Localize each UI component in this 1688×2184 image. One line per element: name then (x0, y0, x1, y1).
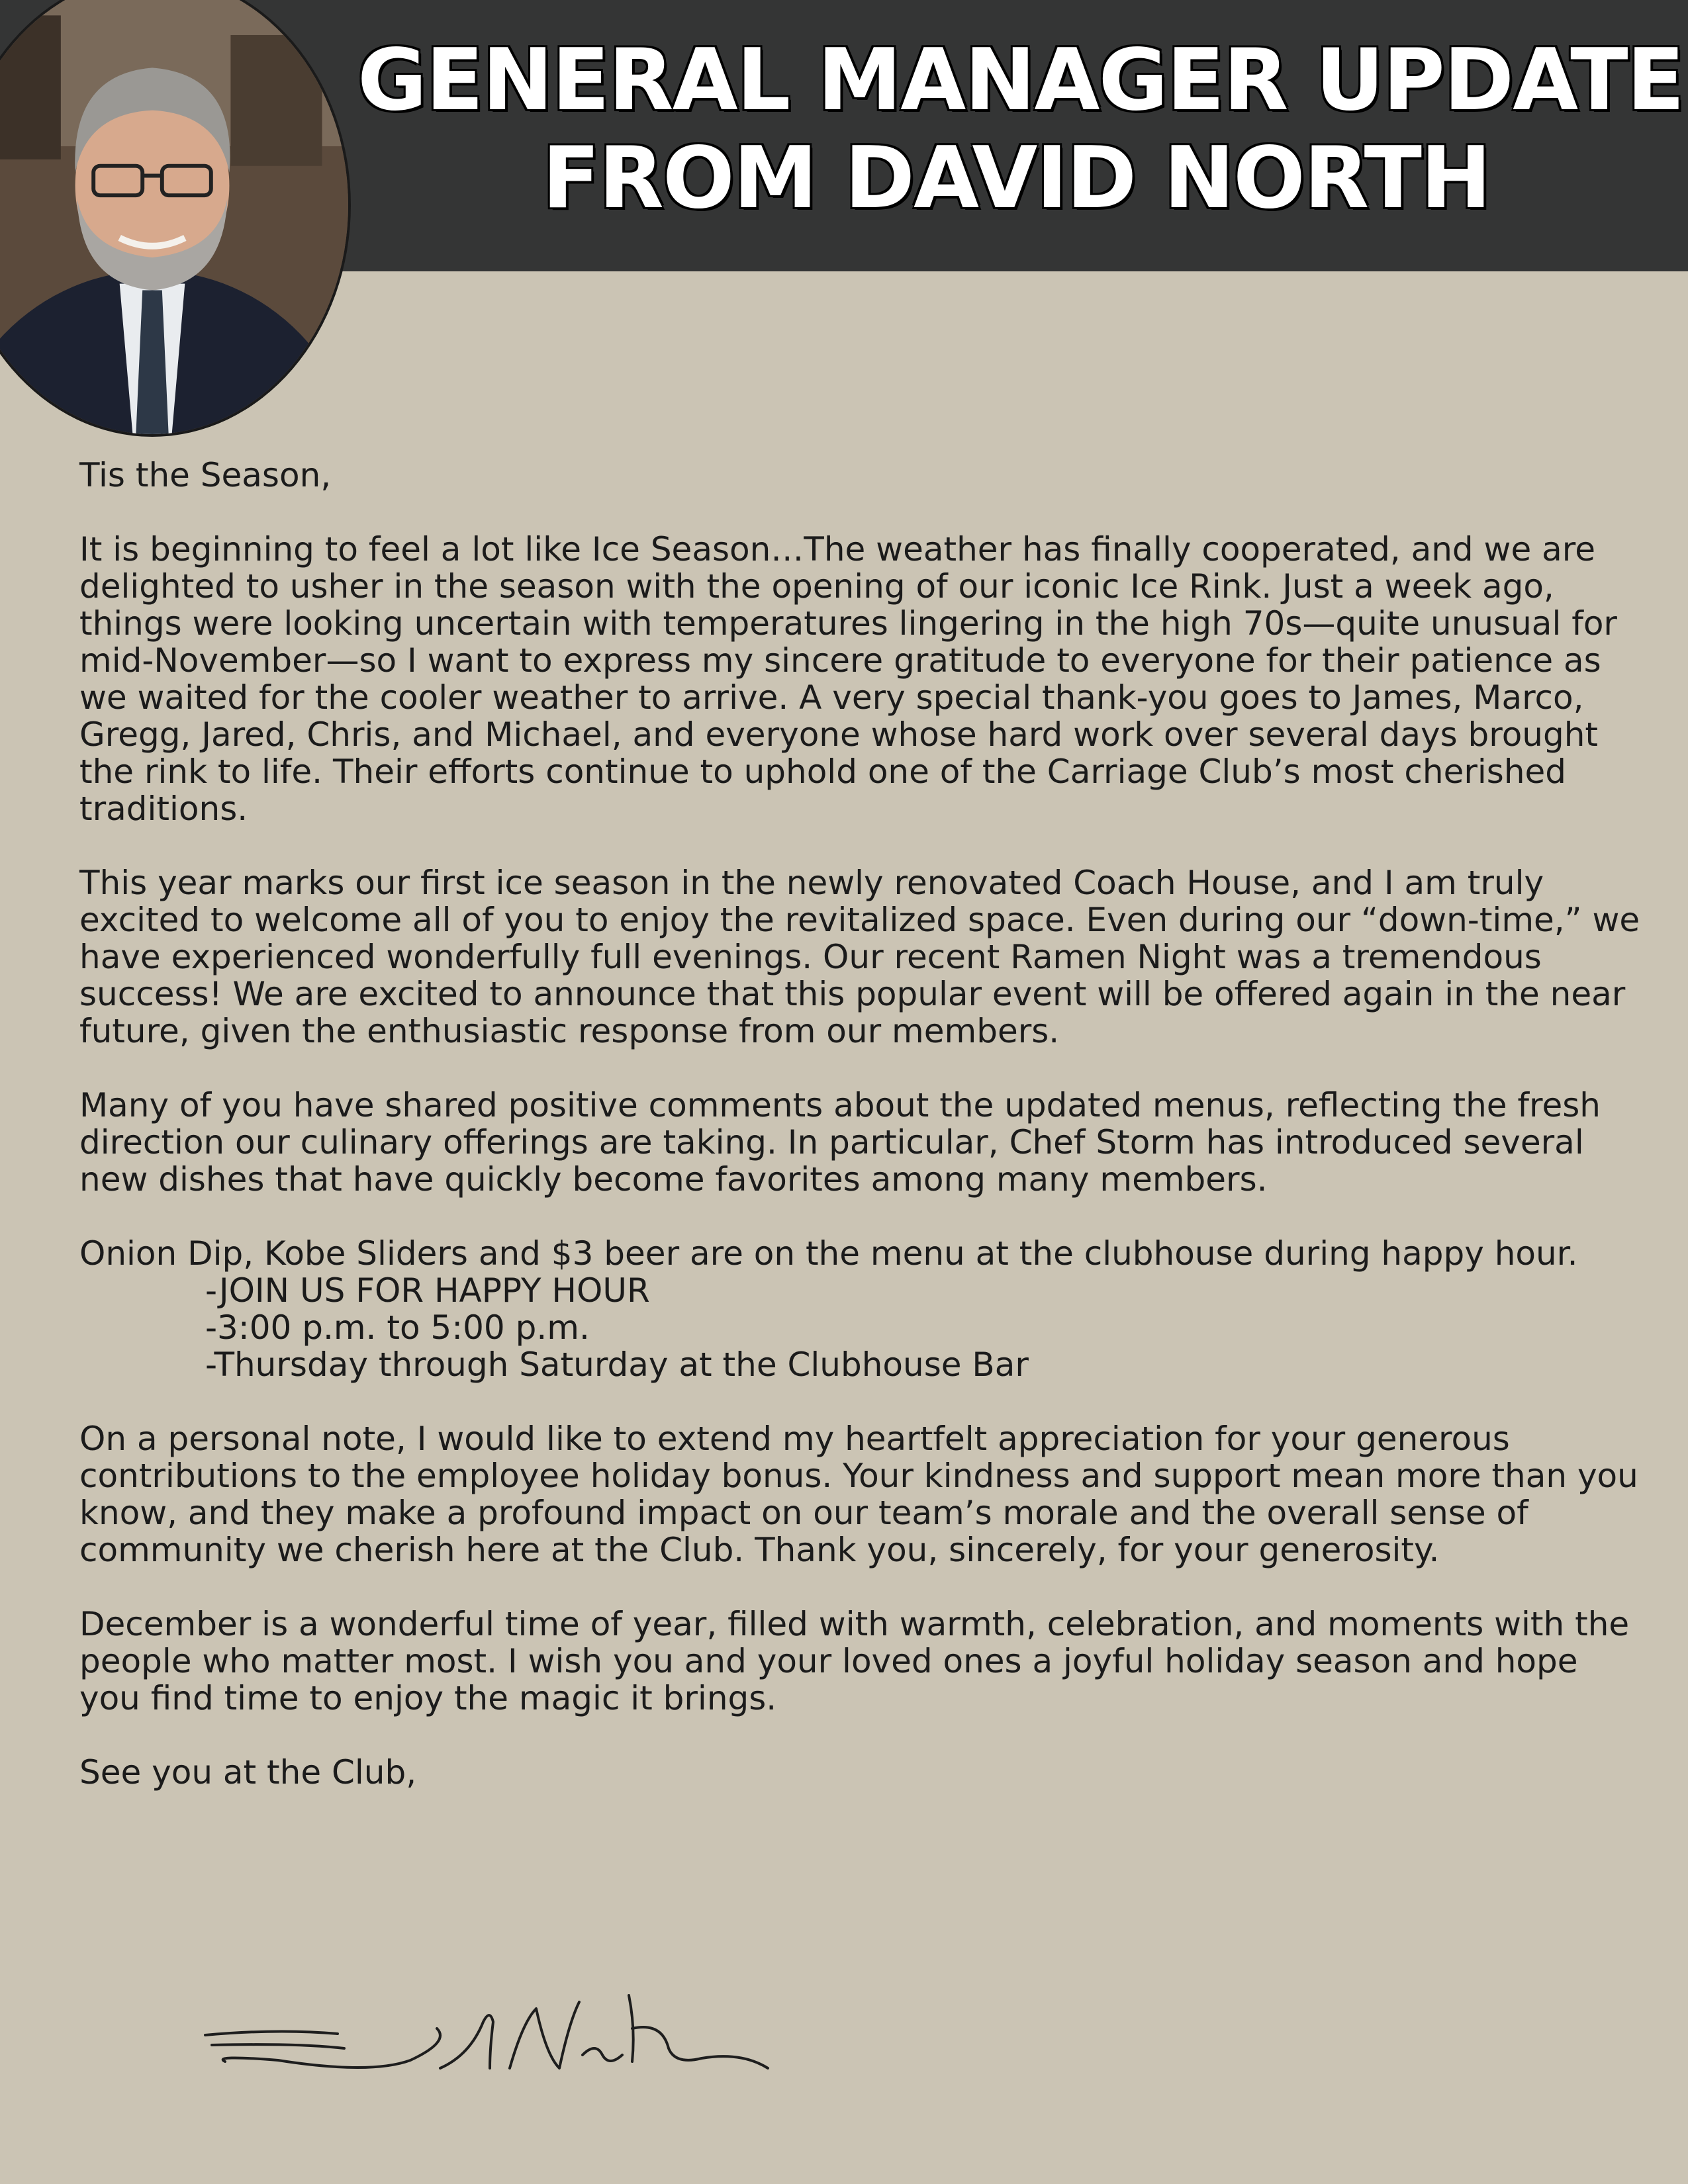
paragraph-ice-season: It is beginning to feel a lot like Ice Season…The weather has finally cooperated, and we are delighted to usher in the season with the opening of our iconic Ice Rink. Just a week ago, things were looking uncertain with temperatures lingering in the high 70s—quite unusual for mid-November—so I want to express my sincere gratitude to everyone for their patience as we waited for the cooler weather to arrive. A very special thank-you goes to James, Marco, Gregg, Jared, Chris, and Michael, and everyone whose hard work over several days brought the rink to life. Their efforts continue to uphold one of the Carriage Club’s most cherished traditions. (79, 530, 1617, 828)
handwritten-signature (199, 1982, 781, 2095)
happy-hour-item: -Thursday through Saturday at the Clubhouse Bar (205, 1345, 1029, 1384)
page-title-line-2: FROM DAVID NORTH (541, 129, 1491, 228)
paragraph-menus: Many of you have shared positive comments about the updated menus, reflecting the fresh direction our culinary offerings are taking. In particular, Chef Storm has introduced several new dishes that have quickly become favorites among many members. (79, 1086, 1601, 1199)
page-title (357, 31, 1683, 228)
paragraph-coach-house: This year marks our first ice season in the newly renovated Coach House, and I am truly excited to welcome all of you to enjoy the revitalized space. Even during our “down-time,” we have experienced wonderfully full evenings. Our recent Ramen Night was a tremendous success! We are excited to announce that this popular event will be offered again in the near future, given the enthusiastic response from our members. (79, 864, 1640, 1050)
happy-hour-item: -JOIN US FOR HAPPY HOUR (205, 1271, 650, 1310)
letter-closing: See you at the Club, (79, 1753, 417, 1792)
happy-hour-list (79, 1272, 1648, 1383)
letter-greeting: Tis the Season, (79, 456, 332, 494)
happy-hour-item: -3:00 p.m. to 5:00 p.m. (205, 1308, 590, 1347)
paragraph-happy-hour: Onion Dip, Kobe Sliders and $3 beer are on the menu at the clubhouse during happy hour. (79, 1234, 1578, 1273)
paragraph-december: December is a wonderful time of year, filled with warmth, celebration, and moments with the people who matter most. I wish you and your loved ones a joyful holiday season and hope you find time to enjoy the magic it brings. (79, 1605, 1630, 1717)
author-portrait (0, 0, 351, 437)
page-title-line-1: GENERAL MANAGER UPDATE (357, 31, 1683, 130)
paragraph-appreciation: On a personal note, I would like to extend my heartfelt appreciation for your generous contributions to the employee holiday bonus. Your kindness and support mean more than you know, and they make a profound impact on our team’s morale and the overall sense of community we cherish here at the Club. Thank you, sincerely, for your generosity. (79, 1420, 1638, 1569)
letter-body (79, 457, 1648, 1828)
